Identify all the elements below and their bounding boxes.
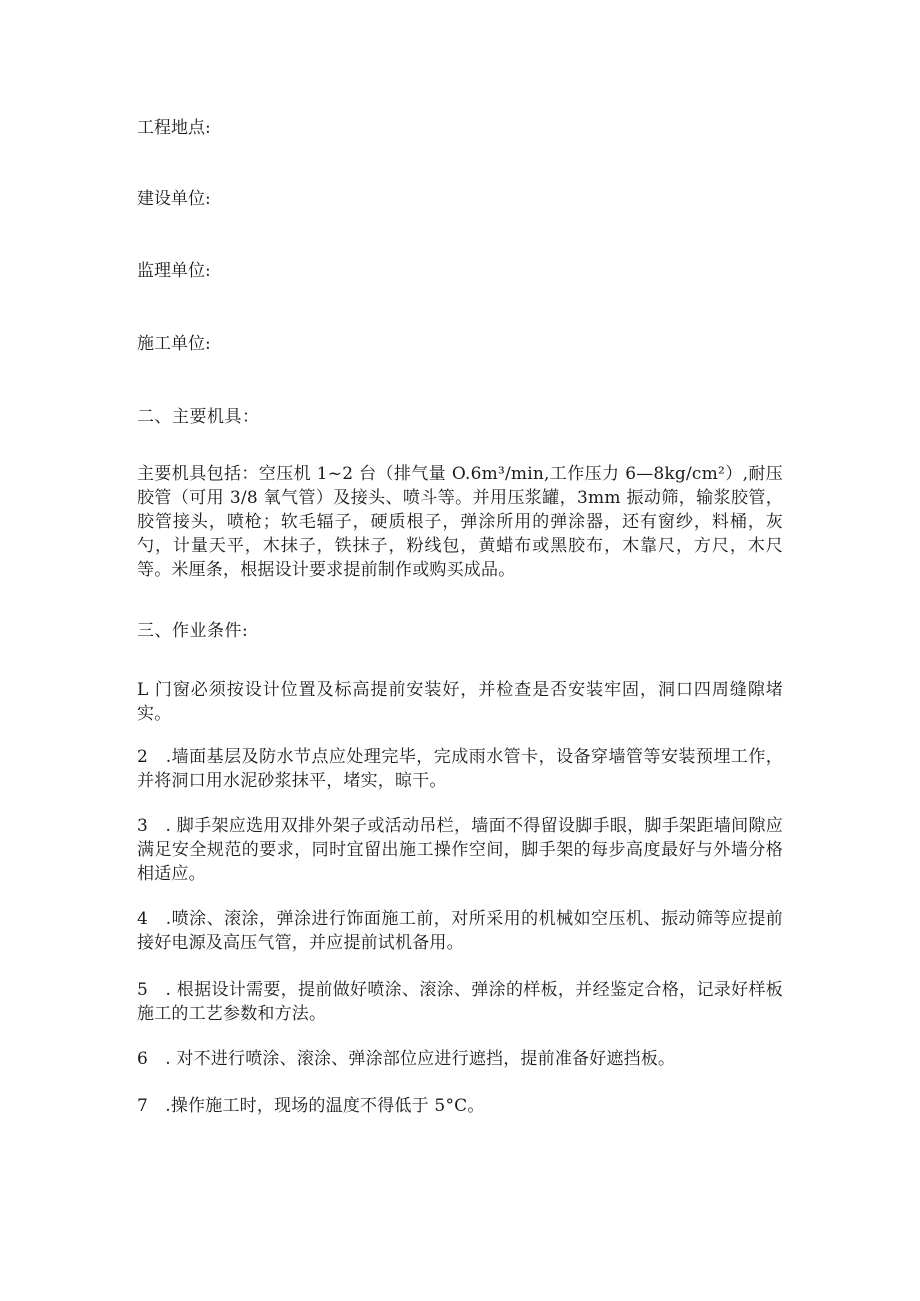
condition-item-7: 7 .操作施工时，现场的温度不得低于 5°C。 bbox=[137, 1096, 485, 1116]
supervisor-unit-label: 监理单位: bbox=[137, 261, 211, 281]
condition-item-6: 6 . 对不进行喷涂、滚涂、弹涂部位应进行遮挡，提前准备好遮挡板。 bbox=[137, 1049, 676, 1069]
section-2-body: 主要机具包括：空压机 1~2 台（排气量 O.6m³/min,工作压力 6—8kg/cm²）,耐压胶管（可用 3/8 氧气管）及接头、喷斗等。并用压浆罐，3mm 振动筛，输浆胶管，胶管接头，喷枪；软毛辐子，硬质根子，弹涂所用的弹涂器，还有窗纱，料桶，灰勺，计量天平，木抹子，铁抹子，粉线包，黄蜡布或黑胶布，木靠尺，方尺，木尺等。米厘条，根据设计要求提前制作或购买成品。 bbox=[137, 464, 783, 580]
condition-item-1: L 门窗必须按设计位置及标高提前安装好，并检查是否安装牢固，洞口四周缝隙堵实。 bbox=[137, 680, 783, 724]
owner-unit-label: 建设单位: bbox=[137, 189, 211, 209]
section-2-heading: 二、主要机具： bbox=[137, 407, 260, 427]
condition-item-4: 4 .喷涂、滚涂，弹涂进行饰面施工前，对所采用的机械如空压机、振动筛等应提前接好电源及高压气管，并应提前试机备用。 bbox=[137, 909, 783, 953]
section-3-heading: 三、作业条件: bbox=[137, 621, 249, 641]
project-location-label: 工程地点: bbox=[137, 118, 211, 138]
condition-item-5: 5 . 根据设计需要，提前做好喷涂、滚涂、弹涂的样板，并经鉴定合格，记录好样板施工的工艺参数和方法。 bbox=[137, 980, 783, 1024]
condition-item-2: 2 .墙面基层及防水节点应处理完毕，完成雨水管卡，设备穿墙管等安装预埋工作，并将洞口用水泥砂浆抹平，堵实，晾干。 bbox=[137, 747, 783, 791]
contractor-unit-label: 施工单位: bbox=[137, 334, 211, 354]
condition-item-3: 3 . 脚手架应选用双排外架子或活动吊栏，墙面不得留设脚手眼，脚手架距墙间隙应满足安全规范的要求，同时宜留出施工操作空间，脚手架的每步高度最好与外墙分格相适应。 bbox=[137, 816, 783, 884]
